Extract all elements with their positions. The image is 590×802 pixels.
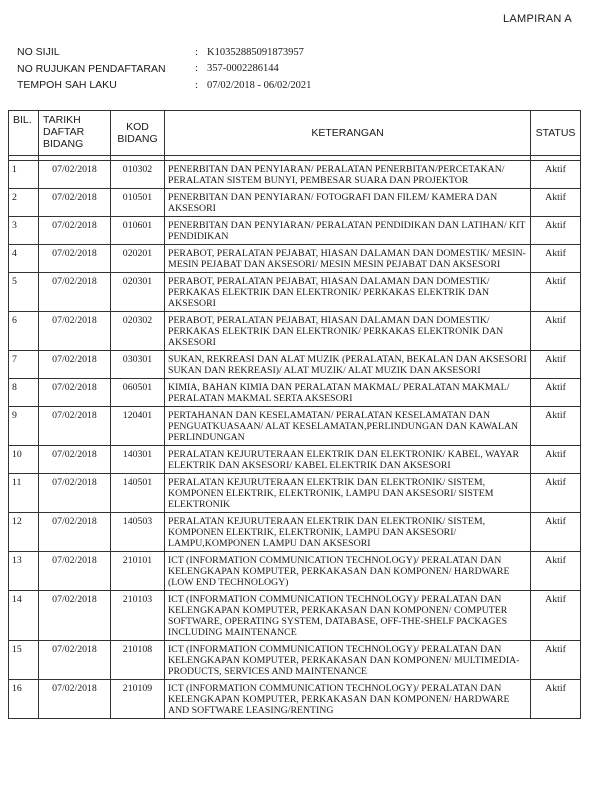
cell-keterangan: PERALATAN KEJURUTERAAN ELEKTRIK DAN ELEKTRONIK/ SISTEM, KOMPONEN ELEKTRIK, ELEKTRONIK, LAMPU DAN AKSESORI/ SISTEM ELEKTRONIK xyxy=(165,474,531,513)
cell-bil: 1 xyxy=(9,161,39,189)
cell-status: Aktif xyxy=(531,552,581,591)
cell-status: Aktif xyxy=(531,379,581,407)
meta-value: 357-0002286144 xyxy=(207,63,279,75)
cell-status: Aktif xyxy=(531,641,581,680)
table-row xyxy=(9,591,581,641)
meta-row-registration-reference xyxy=(17,61,311,78)
cell-status: Aktif xyxy=(531,217,581,245)
cell-tarikh: 07/02/2018 xyxy=(39,189,111,217)
cell-keterangan: ICT (INFORMATION COMMUNICATION TECHNOLOGY)/ PERALATAN DAN KELENGKAPAN KOMPUTER, PERKAKASAN DAN KOMPONEN/ COMPUTER SOFTWARE, OPERATING SYSTEM, DATABASE, OFF-THE-SHELF PACKAGES INCLUDING MAINTENANCE xyxy=(165,591,531,641)
cell-keterangan: PERALATAN KEJURUTERAAN ELEKTRIK DAN ELEKTRONIK/ KABEL, WAYAR ELEKTRIK DAN AKSESORI/ KABEL ELEKTRIK DAN AKSESORI xyxy=(165,446,531,474)
cell-kod: 010302 xyxy=(111,161,165,189)
field-registration-table xyxy=(8,110,581,719)
cell-status: Aktif xyxy=(531,680,581,719)
cell-kod: 120401 xyxy=(111,407,165,446)
header-keterangan: KETERANGAN xyxy=(165,111,531,156)
meta-colon: : xyxy=(195,46,198,58)
cell-bil: 6 xyxy=(9,312,39,351)
cell-bil: 2 xyxy=(9,189,39,217)
table-row xyxy=(9,273,581,312)
cell-kod: 010501 xyxy=(111,189,165,217)
header-tarikh: TARIKH DAFTAR BIDANG xyxy=(39,111,111,156)
cell-keterangan: PENERBITAN DAN PENYIARAN/ PERALATAN PENDIDIKAN DAN LATIHAN/ KIT PENDIDIKAN xyxy=(165,217,531,245)
table-row xyxy=(9,680,581,719)
cell-keterangan: PENERBITAN DAN PENYIARAN/ PERALATAN PENERBITAN/PERCETAKAN/ PERALATAN SISTEM BUNYI, PEMBESAR SUARA DAN PROJEKTOR xyxy=(165,161,531,189)
cell-bil: 3 xyxy=(9,217,39,245)
table-header-row xyxy=(9,111,581,156)
cell-kod: 210103 xyxy=(111,591,165,641)
cell-bil: 12 xyxy=(9,513,39,552)
header-bil: BIL. xyxy=(9,111,39,156)
table-row xyxy=(9,641,581,680)
cell-keterangan: ICT (INFORMATION COMMUNICATION TECHNOLOGY)/ PERALATAN DAN KELENGKAPAN KOMPUTER, PERKAKASAN DAN KOMPONEN/ HARDWARE AND SOFTWARE LEASING/RENTING xyxy=(165,680,531,719)
header-kod: KOD BIDANG xyxy=(111,111,165,156)
cell-tarikh: 07/02/2018 xyxy=(39,312,111,351)
cell-tarikh: 07/02/2018 xyxy=(39,273,111,312)
cell-bil: 9 xyxy=(9,407,39,446)
meta-label: NO RUJUKAN PENDAFTARAN xyxy=(17,62,166,75)
table-row xyxy=(9,245,581,273)
cell-kod: 060501 xyxy=(111,379,165,407)
cell-tarikh: 07/02/2018 xyxy=(39,407,111,446)
cell-bil: 5 xyxy=(9,273,39,312)
cell-bil: 14 xyxy=(9,591,39,641)
table-row xyxy=(9,217,581,245)
table-row xyxy=(9,189,581,217)
cell-tarikh: 07/02/2018 xyxy=(39,680,111,719)
cell-tarikh: 07/02/2018 xyxy=(39,474,111,513)
header-status: STATUS xyxy=(531,111,581,156)
cell-kod: 210108 xyxy=(111,641,165,680)
cell-tarikh: 07/02/2018 xyxy=(39,641,111,680)
cell-status: Aktif xyxy=(531,245,581,273)
cell-keterangan: PERTAHANAN DAN KESELAMATAN/ PERALATAN KESELAMATAN DAN PENGUATKUASAAN/ ALAT KESELAMATAN,PERLINDUNGAN DAN KAWALAN PERLINDUNGAN xyxy=(165,407,531,446)
cell-bil: 16 xyxy=(9,680,39,719)
cell-status: Aktif xyxy=(531,273,581,312)
cell-keterangan: PERALATAN KEJURUTERAAN ELEKTRIK DAN ELEKTRONIK/ SISTEM, KOMPONEN ELEKTRIK, ELEKTRONIK, LAMPU DAN AKSESORI/ LAMPU,KOMPONEN LAMPU DAN AKSESORI xyxy=(165,513,531,552)
cell-tarikh: 07/02/2018 xyxy=(39,379,111,407)
cell-status: Aktif xyxy=(531,312,581,351)
table-row xyxy=(9,351,581,379)
cell-status: Aktif xyxy=(531,189,581,217)
cell-tarikh: 07/02/2018 xyxy=(39,351,111,379)
cell-bil: 15 xyxy=(9,641,39,680)
table-row xyxy=(9,407,581,446)
cell-bil: 11 xyxy=(9,474,39,513)
cell-tarikh: 07/02/2018 xyxy=(39,446,111,474)
cell-status: Aktif xyxy=(531,474,581,513)
cell-status: Aktif xyxy=(531,351,581,379)
cell-tarikh: 07/02/2018 xyxy=(39,591,111,641)
cell-status: Aktif xyxy=(531,407,581,446)
cell-kod: 010601 xyxy=(111,217,165,245)
cell-keterangan: KIMIA, BAHAN KIMIA DAN PERALATAN MAKMAL/ PERALATAN MAKMAL/ PERALATAN MAKMAL SERTA AKSESORI xyxy=(165,379,531,407)
cell-keterangan: ICT (INFORMATION COMMUNICATION TECHNOLOGY)/ PERALATAN DAN KELENGKAPAN KOMPUTER, PERKAKASAN DAN KOMPONEN/ HARDWARE (LOW END TECHNOLOGY) xyxy=(165,552,531,591)
meta-colon: : xyxy=(195,79,198,91)
appendix-label: LAMPIRAN A xyxy=(502,13,572,25)
cell-status: Aktif xyxy=(531,591,581,641)
table-body xyxy=(9,161,581,719)
table-row xyxy=(9,446,581,474)
meta-value: K10352885091873957 xyxy=(207,46,304,58)
cell-bil: 10 xyxy=(9,446,39,474)
cell-bil: 8 xyxy=(9,379,39,407)
table-row xyxy=(9,161,581,189)
cell-keterangan: PERABOT, PERALATAN PEJABAT, HIASAN DALAMAN DAN DOMESTIK/ MESIN-MESIN PEJABAT DAN AKSESORI/ MESIN MESIN PEJABAT DAN AKSESORI xyxy=(165,245,531,273)
cell-keterangan: ICT (INFORMATION COMMUNICATION TECHNOLOGY)/ PERALATAN DAN KELENGKAPAN KOMPUTER, PERKAKASAN DAN KOMPONEN/ MULTIMEDIA-PRODUCTS, SERVICES AND MAINTENANCE xyxy=(165,641,531,680)
cell-kod: 210101 xyxy=(111,552,165,591)
meta-label: TEMPOH SAH LAKU xyxy=(17,79,117,92)
cell-status: Aktif xyxy=(531,446,581,474)
cell-tarikh: 07/02/2018 xyxy=(39,161,111,189)
cell-status: Aktif xyxy=(531,161,581,189)
cell-tarikh: 07/02/2018 xyxy=(39,513,111,552)
table-row xyxy=(9,513,581,552)
meta-value: 07/02/2018 - 06/02/2021 xyxy=(207,79,312,91)
table-row xyxy=(9,474,581,513)
meta-colon: : xyxy=(195,63,198,75)
cell-keterangan: PERABOT, PERALATAN PEJABAT, HIASAN DALAMAN DAN DOMESTIK/ PERKAKAS ELEKTRIK DAN ELEKTRONIK/ PERKAKAS ELEKTRIK DAN AKSESORI xyxy=(165,273,531,312)
cell-kod: 210109 xyxy=(111,680,165,719)
cell-bil: 4 xyxy=(9,245,39,273)
meta-row-validity-period xyxy=(17,77,311,94)
cell-bil: 13 xyxy=(9,552,39,591)
table-row xyxy=(9,312,581,351)
cell-status: Aktif xyxy=(531,513,581,552)
table-row xyxy=(9,552,581,591)
cell-keterangan: SUKAN, REKREASI DAN ALAT MUZIK (PERALATAN, BEKALAN DAN AKSESORI SUKAN DAN REKREASI)/ ALAT MUZIK/ ALAT MUZIK DAN AKSESORI xyxy=(165,351,531,379)
cell-tarikh: 07/02/2018 xyxy=(39,217,111,245)
certificate-details xyxy=(17,44,311,94)
cell-kod: 140503 xyxy=(111,513,165,552)
cell-tarikh: 07/02/2018 xyxy=(39,245,111,273)
cell-kod: 020201 xyxy=(111,245,165,273)
cell-keterangan: PERABOT, PERALATAN PEJABAT, HIASAN DALAMAN DAN DOMESTIK/ PERKAKAS ELEKTRIK DAN ELEKTRONIK/ PERKAKAS ELEKTRONIK DAN AKSESORI xyxy=(165,312,531,351)
cell-kod: 140501 xyxy=(111,474,165,513)
cell-kod: 140301 xyxy=(111,446,165,474)
cell-keterangan: PENERBITAN DAN PENYIARAN/ FOTOGRAFI DAN FILEM/ KAMERA DAN AKSESORI xyxy=(165,189,531,217)
table-row xyxy=(9,379,581,407)
cell-bil: 7 xyxy=(9,351,39,379)
cell-kod: 030301 xyxy=(111,351,165,379)
meta-label: NO SIJIL xyxy=(17,46,60,59)
meta-row-certificate-number xyxy=(17,44,311,61)
cell-tarikh: 07/02/2018 xyxy=(39,552,111,591)
cell-kod: 020301 xyxy=(111,273,165,312)
cell-kod: 020302 xyxy=(111,312,165,351)
